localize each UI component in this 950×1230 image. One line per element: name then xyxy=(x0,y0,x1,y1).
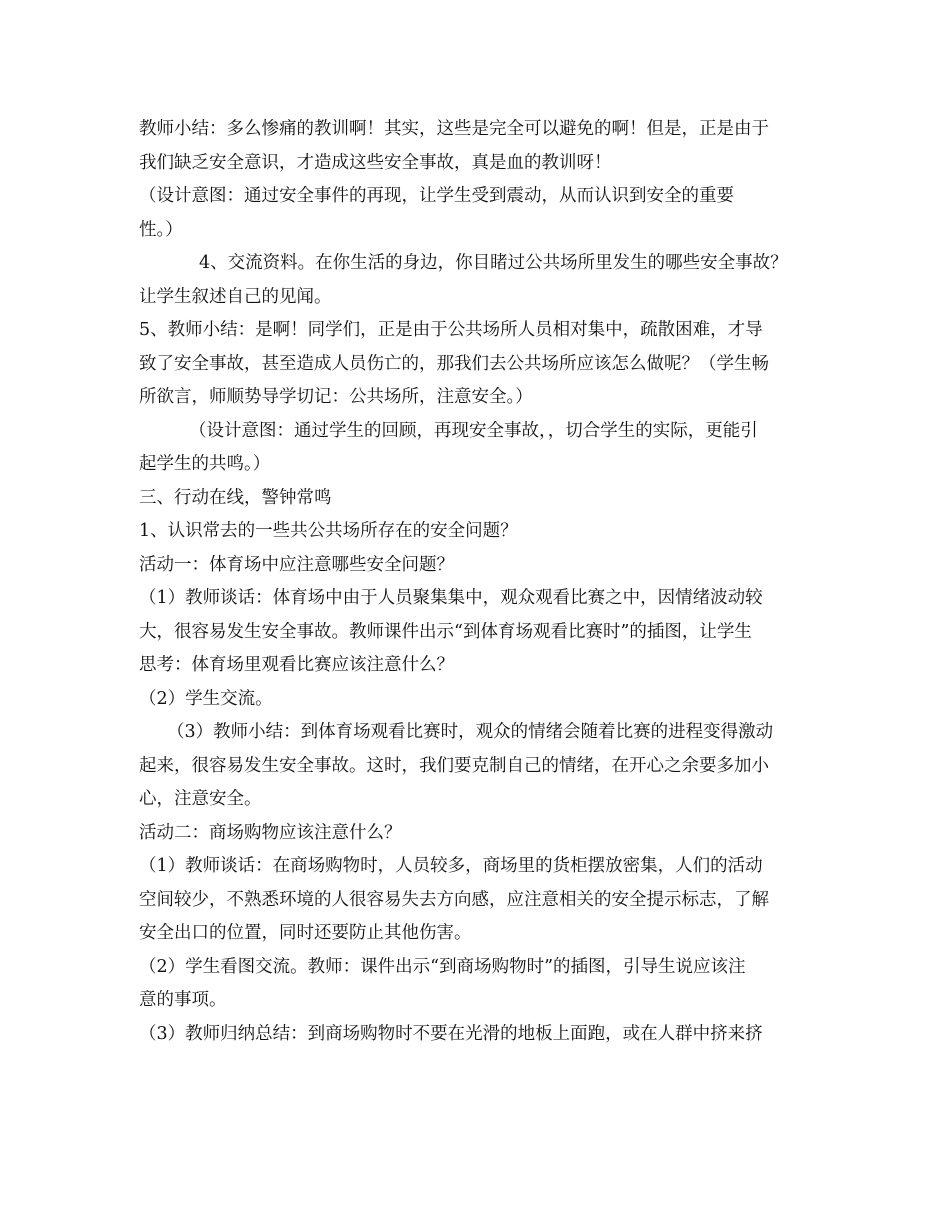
text-line: 意的事项。 xyxy=(139,990,227,1010)
text-line: 让学生叙述自己的见闻。 xyxy=(139,286,332,307)
document-body xyxy=(139,113,819,1051)
text-line: 致了安全事故，甚至造成人员伤亡的，那我们去公共场所应该怎么做呢？（学生畅 xyxy=(139,353,769,374)
text-line: 安全出口的位置，同时还要防止其他伤害。 xyxy=(139,923,472,943)
text-line: 我们缺乏安全意识，才造成这些安全事故，真是血的教训呀！ xyxy=(139,152,612,173)
text-line: （1）教师谈话：体育场中由于人员聚集集中，观众观看比赛之中，因情绪波动较 xyxy=(139,588,763,608)
activity-heading: 活动二：商场购物应该注意什么？ xyxy=(139,822,402,843)
text-line: 教师小结：多么惨痛的教训啊！其实，这些是完全可以避免的啊！但是，正是由于 xyxy=(139,119,769,139)
text-line: 心，注意安全。 xyxy=(139,789,262,809)
text-line: 大，很容易发生安全事故。教师课件出示“到体育场观看比赛时”的插图，让学生 xyxy=(139,621,752,642)
text-line: 空间较少，不熟悉环境的人很容易失去方向感，应注意相关的安全提示标志，了解 xyxy=(139,889,769,910)
text-line: （3）教师小结：到体育场观看比赛时，观众的情绪会随着比赛的进程变得激动 xyxy=(167,722,774,742)
text-line: 思考：体育场里观看比赛应该注意什么？ xyxy=(139,655,454,675)
text-line: （3）教师归纳总结：到商场购物时不要在光滑的地板上面跑，或在人群中挤来挤 xyxy=(139,1023,763,1044)
text-line: （2）学生看图交流。教师：课件出示“到商场购物时”的插图，引导生说应该注 xyxy=(139,956,746,977)
text-line: 所欲言，师顺势导学切记：公共场所，注意安全。） xyxy=(139,387,533,407)
text-line: （设计意图：通过安全事件的再现，让学生受到震动，从而认识到安全的重要 xyxy=(139,186,734,206)
text-line: （1）教师谈话：在商场购物时，人员较多，商场里的货柜摆放密集，人们的活动 xyxy=(139,856,763,876)
text-line: 4、交流资料。在你生活的身边，你目睹过公共场所里发生的哪些安全事故？ xyxy=(199,253,788,273)
section-heading: 三、行动在线，警钟常鸣 xyxy=(139,487,332,508)
text-line: 1、认识常去的一些共公共场所存在的安全问题？ xyxy=(139,521,518,541)
text-line: 性。） xyxy=(139,219,183,240)
activity-heading: 活动一：体育场中应注意哪些安全问题？ xyxy=(139,554,454,575)
text-line: 起学生的共鸣。） xyxy=(139,454,271,474)
text-line: 起来，很容易发生安全事故。这时，我们要克制自己的情绪，在开心之余要多加小 xyxy=(139,755,769,776)
text-line: 5、教师小结：是啊！同学们，正是由于公共场所人员相对集中，疏散困难，才导 xyxy=(139,320,763,340)
text-line: （2）学生交流。 xyxy=(139,688,273,709)
text-line: （设计意图：通过学生的回顾，再现安全事故，，切合学生的实际，更能引 xyxy=(189,420,758,441)
